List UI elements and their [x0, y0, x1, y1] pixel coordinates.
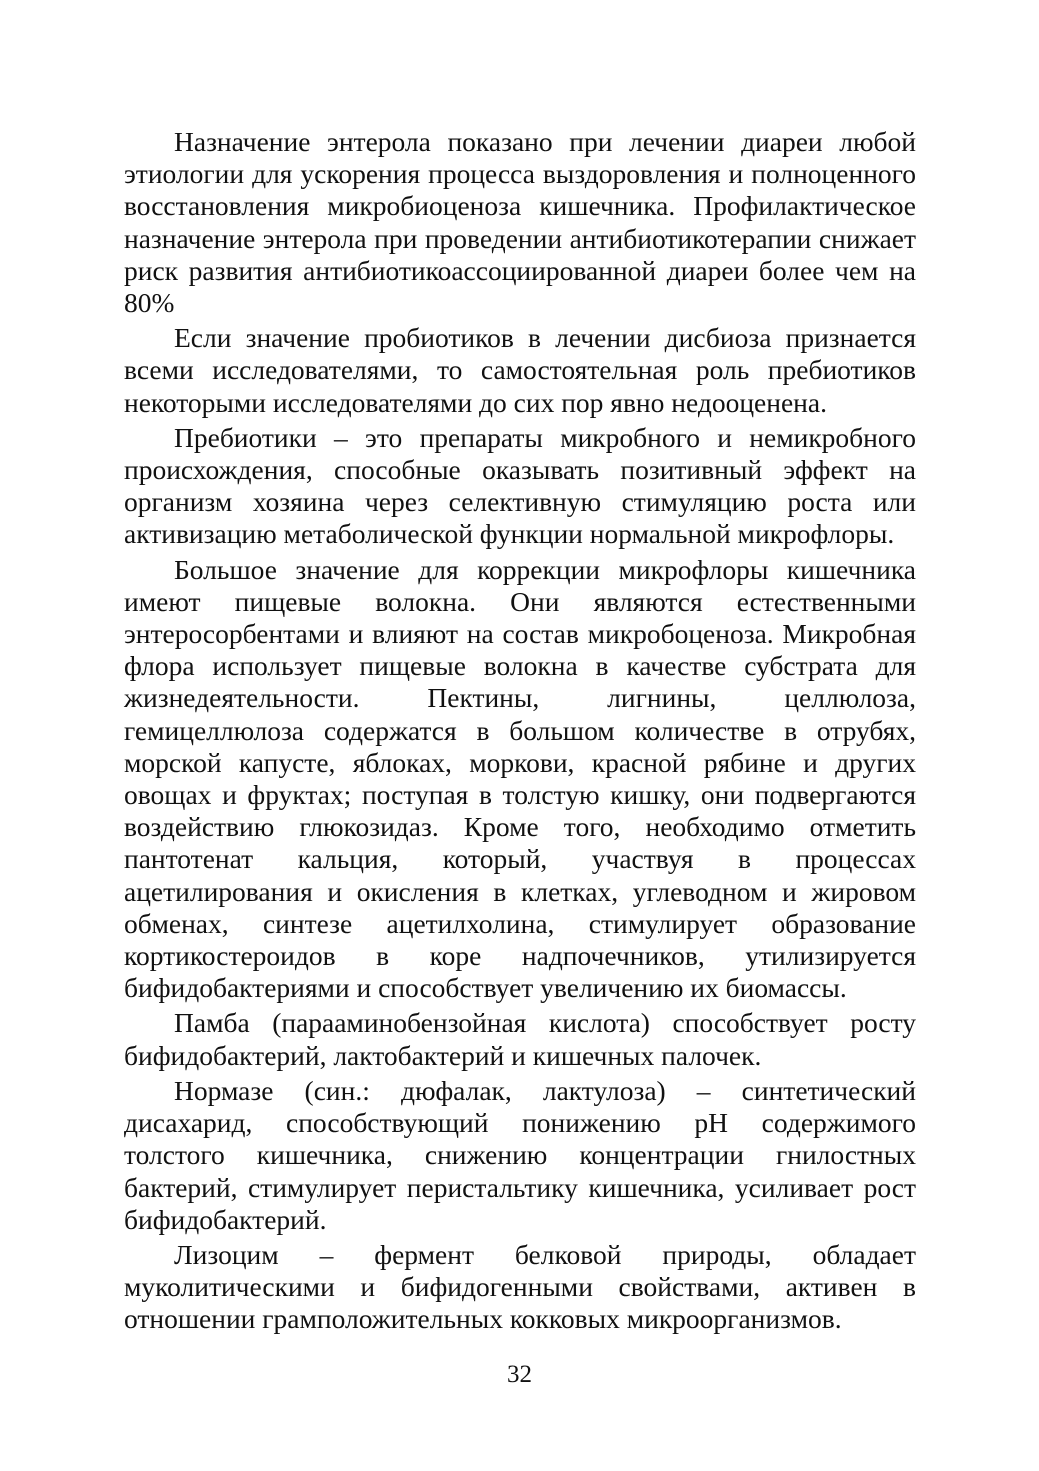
- page-number: 32: [507, 1361, 532, 1388]
- paragraph-probiotics: Если значение пробиотиков в лечении дисбиоза признается всеми исследователями, то самостоятельная роль пребиотиков некоторыми исследователями до сих пор явно недооценена.: [124, 322, 916, 418]
- paragraph-enterol: Назначение энтерола показано при лечении диареи любой этиологии для ускорения процесса выздоровления и полноценного восстановления микробиоценоза кишечника. Профилактическое назначение энтерола при проведении антибиотикотерапии снижает риск развития антибиотикоассоциированной диареи более чем на 80%: [124, 126, 916, 319]
- body-text: [124, 126, 916, 1339]
- paragraph-normaze: Нормазе (син.: дюфалак, лактулоза) – синтетический дисахарид, способствующий понижению pH содержимого толстого кишечника, снижению концентрации гнилостных бактерий, стимулирует перистальтику кишечника, усиливает рост бифидобактерий.: [124, 1074, 916, 1235]
- paragraph-prebiotics-definition: Пребиотики – это препараты микробного и немикробного происхождения, способные оказывать позитивный эффект на организм хозяина через селективную стимуляцию роста или активизацию метаболической функции нормальной микрофлоры.: [124, 421, 916, 550]
- paragraph-lysozyme: Лизоцим – фермент белковой природы, обладает муколитическими и бифидогенными свойствами, активен в отношении грамположительных кокковых микроорганизмов.: [124, 1238, 916, 1335]
- paragraph-pamba: Памба (парааминобензойная кислота) способствует росту бифидобактерий, лактобактерий и кишечных палочек.: [124, 1007, 916, 1071]
- paragraph-dietary-fiber: Большое значение для коррекции микрофлоры кишечника имеют пищевые волокна. Они являются естественными энтеросорбентами и влияют на состав микробоценоза. Микробная флора использует пищевые волокна в качестве субстрата для жизнедеятельности. Пектины, лигнины, целлюлоза, гемицеллюлоза содержатся в большом количестве в отрубях, морской капусте, яблоках, моркови, красной рябине и других овощах и фруктах; поступая в толстую кишку, они подвергаются воздействию глюкозидаз. Кроме того, необходимо отметить пантотенат кальция, который, участвуя в процессах ацетилирования и окисления в клетках, углеводном и жировом обменах, синтезе ацетилхолина, стимулирует образование кортикостероидов в коре надпочечников, утилизируется бифидобактериями и способствует увеличению их биомассы.: [124, 553, 916, 1004]
